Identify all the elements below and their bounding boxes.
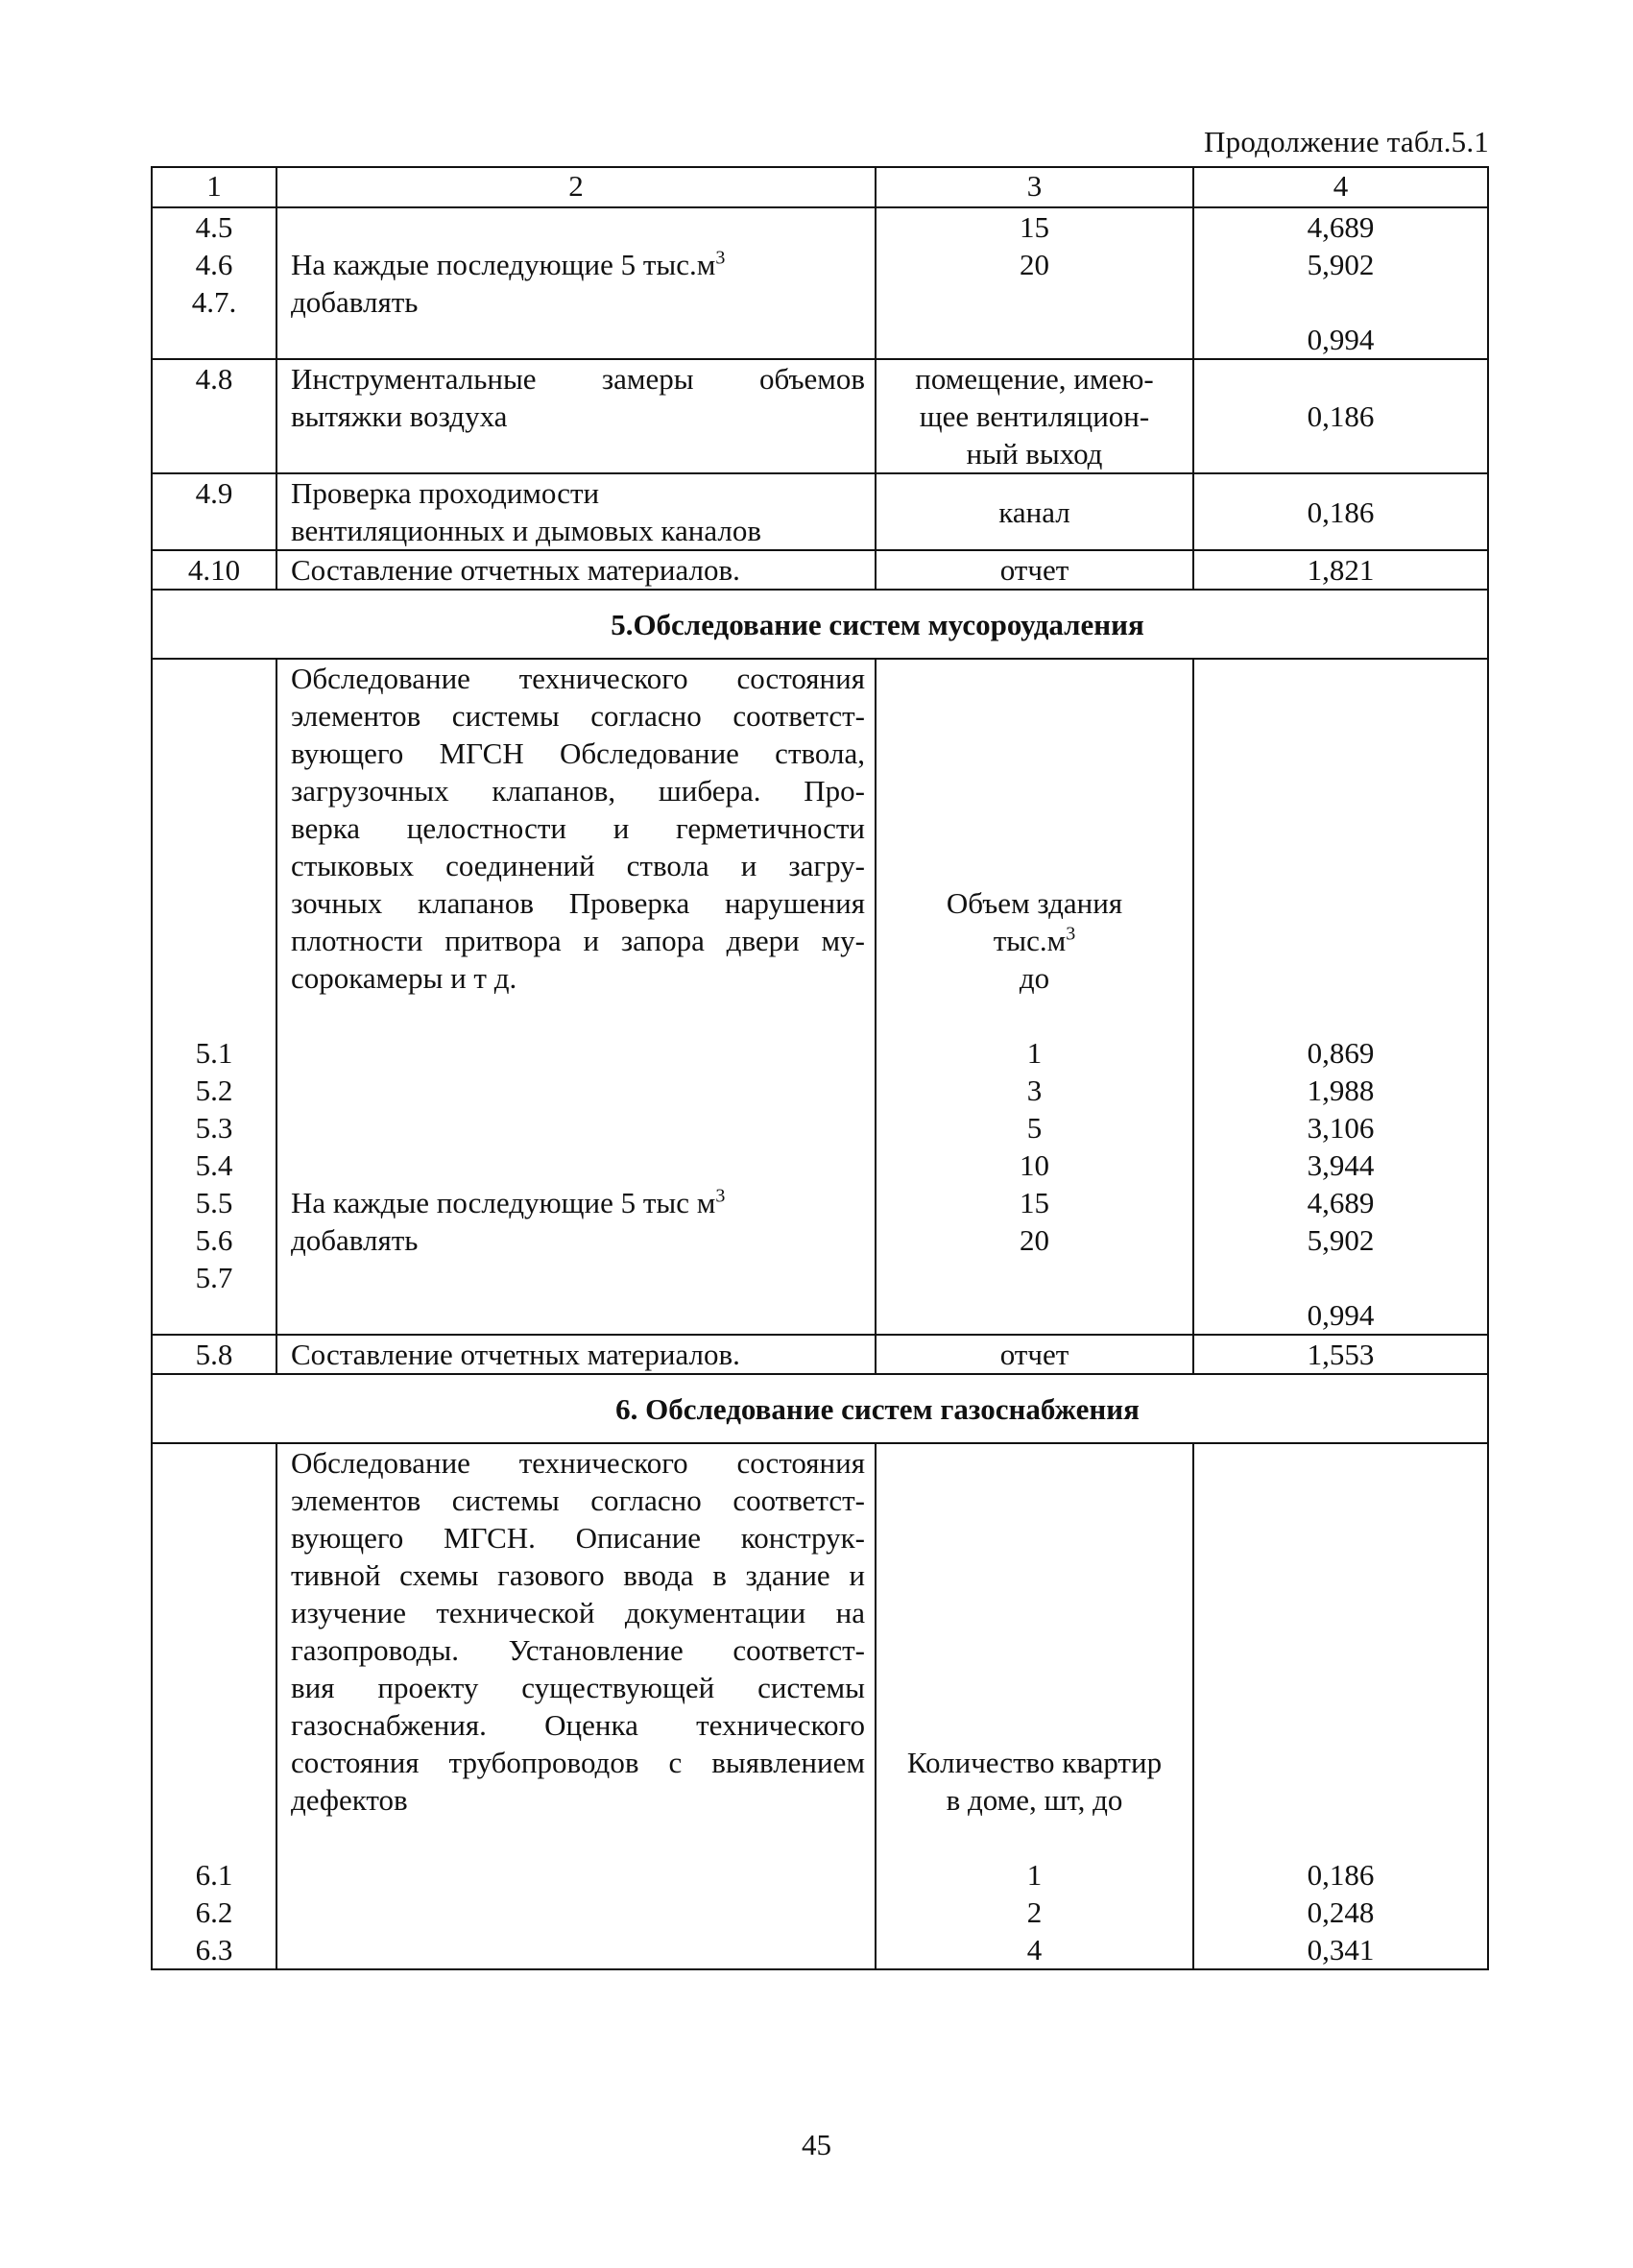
- row-description: [276, 359, 876, 473]
- norm-value: 0,248: [1307, 1895, 1375, 1929]
- row-number: 4.5: [195, 210, 233, 244]
- section-heading: [152, 1374, 1488, 1443]
- norm-value: 0,994: [1307, 323, 1375, 356]
- unit-line: Объем здания: [946, 886, 1123, 920]
- row-description: [276, 659, 876, 1335]
- section-heading-row: [152, 590, 1488, 659]
- description-text: вытяжки воздуха: [291, 399, 508, 433]
- table-row-4-9: [152, 473, 1488, 550]
- superscript: 3: [715, 247, 726, 269]
- unit-line: до: [1019, 961, 1050, 995]
- norm-value: 3,106: [1307, 1111, 1375, 1145]
- building-size: 10: [1020, 1148, 1049, 1182]
- unit-value: 15: [1020, 210, 1049, 244]
- section-title: 5.Обследование систем мусороудаления: [611, 607, 1144, 641]
- row-number: 5.5: [195, 1186, 233, 1219]
- description-line: газопроводы. Установление соответст-: [291, 1633, 865, 1667]
- description-line: стыковых соединений ствола и загру-: [291, 849, 865, 882]
- description-text: На каждые последующие 5 тыс м: [291, 1186, 716, 1219]
- apartments-count: 1: [1026, 1858, 1043, 1892]
- building-size: 3: [1026, 1074, 1043, 1107]
- norm-value: 3,944: [1307, 1148, 1375, 1182]
- row-number: 5.1: [195, 1036, 233, 1070]
- description-line: вия проекту существующей системы: [291, 1671, 865, 1704]
- row-number: 5.2: [195, 1074, 233, 1107]
- unit-line: тыс.м: [993, 924, 1067, 957]
- table-row-5-1-to-5-7: [152, 659, 1488, 1335]
- section-heading-row: [152, 1374, 1488, 1443]
- table-row-6-1-to-6-3: [152, 1443, 1488, 1969]
- row-unit: [876, 359, 1193, 473]
- header-col-2: 2: [276, 167, 876, 207]
- description-text: Проверка проходимости: [291, 476, 600, 510]
- data-table: [151, 166, 1489, 1970]
- building-size: 15: [1020, 1186, 1049, 1219]
- row-number: 5.8: [152, 1335, 276, 1374]
- row-values: [1193, 1443, 1488, 1969]
- description-line: вующего МГСН Обследование ствола,: [291, 736, 865, 770]
- row-numbers: [152, 1443, 276, 1969]
- row-values: [1193, 659, 1488, 1335]
- description-line: изучение технической документации на: [291, 1596, 865, 1629]
- row-number: 5.7: [195, 1261, 233, 1294]
- description-text: На каждые последующие 5 тыс.м: [291, 248, 716, 281]
- building-size: 1: [1026, 1036, 1043, 1070]
- description-text: вентиляционных и дымовых каналов: [291, 514, 761, 547]
- row-number: 4.9: [152, 473, 276, 550]
- description-line: Обследование технического состояния: [291, 662, 865, 695]
- description-line: сорокамеры и т д.: [291, 961, 517, 995]
- description-line: элементов системы согласно соответст-: [291, 699, 865, 733]
- description-text: Инструментальные замеры объемов: [291, 362, 865, 396]
- unit-value: канал: [876, 473, 1193, 550]
- header-col-1: 1: [152, 167, 276, 207]
- norm-value: 0,994: [1307, 1298, 1375, 1332]
- section-title: 6. Обследование систем газоснабжения: [615, 1391, 1140, 1426]
- description-line: состояния трубопроводов с выявлением: [291, 1746, 865, 1779]
- norm-value: 1,553: [1193, 1335, 1488, 1374]
- norm-value: 4,689: [1307, 1186, 1375, 1219]
- table-header-row: [152, 167, 1488, 207]
- apartments-count: 4: [1026, 1933, 1043, 1966]
- row-units: [876, 207, 1193, 359]
- apartments-count: 2: [1026, 1895, 1043, 1929]
- row-description: Составление отчетных материалов.: [276, 550, 876, 590]
- description-line: зочных клапанов Проверка нарушения: [291, 886, 865, 920]
- building-size: 20: [1020, 1223, 1049, 1257]
- row-number: 6.3: [195, 1933, 233, 1966]
- table-row-4-8: [152, 359, 1488, 473]
- unit-line: щее вентиляцион-: [919, 399, 1150, 433]
- row-description: [276, 207, 876, 359]
- unit-value: отчет: [876, 1335, 1193, 1374]
- description-text: добавлять: [291, 1223, 419, 1257]
- description-line: дефектов: [291, 1783, 408, 1817]
- unit-line: ный выход: [966, 437, 1103, 470]
- norm-value: 1,821: [1193, 550, 1488, 590]
- norm-value: 0,341: [1307, 1933, 1375, 1966]
- page-number: 45: [802, 2128, 831, 2161]
- description-line: вующего МГСН. Описание конструк-: [291, 1521, 865, 1555]
- norm-value: 0,186: [1193, 359, 1488, 473]
- row-number: 5.6: [195, 1223, 233, 1257]
- table-row-5-8: [152, 1335, 1488, 1374]
- section-heading: [152, 590, 1488, 659]
- table-row-4-5-to-4-7: [152, 207, 1488, 359]
- description-text: добавлять: [291, 285, 419, 319]
- table-row-4-10: [152, 550, 1488, 590]
- unit-line: в доме, шт, до: [946, 1783, 1123, 1817]
- norm-value: 5,902: [1307, 248, 1375, 281]
- row-number: 5.4: [195, 1148, 233, 1182]
- row-units: [876, 1443, 1193, 1969]
- norm-value: 4,689: [1307, 210, 1375, 244]
- row-description: [276, 1443, 876, 1969]
- description-line: газоснабжения. Оценка технического: [291, 1708, 865, 1742]
- row-number: 5.3: [195, 1111, 233, 1145]
- description-line: тивной схемы газового ввода в здание и: [291, 1558, 865, 1592]
- row-values: [1193, 207, 1488, 359]
- row-number: 4.6: [195, 248, 233, 281]
- row-number: 6.2: [195, 1895, 233, 1929]
- unit-value: отчет: [876, 550, 1193, 590]
- superscript: 3: [715, 1185, 726, 1207]
- norm-value: 0,186: [1193, 473, 1488, 550]
- description-line: плотности притвора и запора двери му-: [291, 924, 865, 957]
- row-number: 6.1: [195, 1858, 233, 1892]
- row-description: [276, 473, 876, 550]
- row-units: [876, 659, 1193, 1335]
- norm-value: 5,902: [1307, 1223, 1375, 1257]
- row-description: Составление отчетных материалов.: [276, 1335, 876, 1374]
- row-number: 4.8: [152, 359, 276, 473]
- description-line: элементов системы согласно соответст-: [291, 1484, 865, 1517]
- header-col-4: 4: [1193, 167, 1488, 207]
- superscript: 3: [1066, 923, 1076, 945]
- building-size: 5: [1026, 1111, 1043, 1145]
- norm-value: 0,869: [1307, 1036, 1375, 1070]
- unit-line: Количество квартир: [906, 1746, 1163, 1779]
- description-line: Обследование технического состояния: [291, 1446, 865, 1480]
- unit-line: помещение, имею-: [915, 362, 1154, 396]
- unit-value: 20: [1020, 248, 1049, 281]
- norm-value: 1,988: [1307, 1074, 1375, 1107]
- table-caption: Продолжение табл.5.1: [1204, 125, 1489, 158]
- row-numbers: [152, 659, 276, 1335]
- header-col-3: 3: [876, 167, 1193, 207]
- row-numbers: [152, 207, 276, 359]
- row-number: 4.10: [152, 550, 276, 590]
- description-line: загрузочных клапанов, шибера. Про-: [291, 774, 865, 808]
- description-line: верка целостности и герметичности: [291, 811, 865, 845]
- norm-value: 0,186: [1307, 1858, 1375, 1892]
- row-number: 4.7.: [191, 285, 237, 319]
